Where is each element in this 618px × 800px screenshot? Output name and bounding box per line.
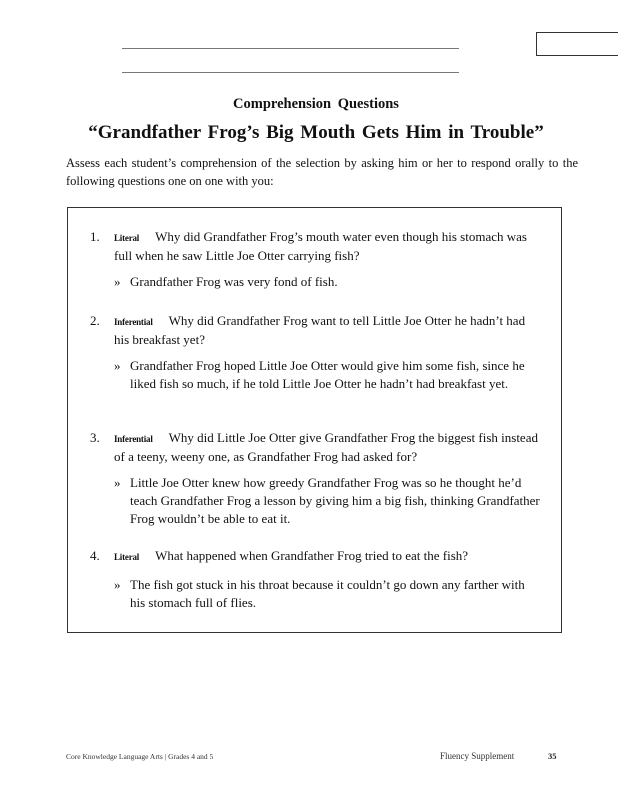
question-text: Why did Grandfather Frog want to tell Little Joe Otter he hadn’t had his breakfast yet? bbox=[114, 313, 526, 347]
date-line bbox=[122, 72, 459, 73]
question-text: What happened when Grandfather Frog tried to eat the fish? bbox=[155, 548, 469, 563]
question-number: 4. bbox=[90, 548, 100, 563]
answer-3 bbox=[114, 474, 542, 528]
question-number: 3. bbox=[90, 430, 100, 445]
question-number: 1. bbox=[90, 229, 100, 244]
question-type-label: Literal bbox=[114, 552, 140, 562]
answer-bullet: » bbox=[114, 475, 121, 490]
page-number: 35 bbox=[548, 751, 557, 761]
answer-bullet: » bbox=[114, 577, 121, 592]
question-text: Why did Little Joe Otter give Grandfather Frog the biggest fish instead of a teeny, weeny one, as Grandfather Frog had asked for? bbox=[114, 430, 538, 464]
answer-text: Little Joe Otter knew how greedy Grandfather Frog was so he thought he’d teach Grandfather Frog a lesson by giving him a big fish, thinking Grandfather Frog wouldn’t be able to eat it. bbox=[130, 475, 540, 526]
question-type-label: Inferential bbox=[114, 317, 153, 327]
answer-text: Grandfather Frog hoped Little Joe Otter would give him some fish, since he liked fish so much, if he told Little Joe Otter he hadn’t had breakfast yet. bbox=[130, 358, 525, 391]
question-text: Why did Grandfather Frog’s mouth water even though his stomach was full when he saw Little Joe Otter carrying fish? bbox=[114, 229, 527, 263]
answer-2 bbox=[114, 357, 542, 393]
answer-1 bbox=[114, 273, 542, 291]
question-3 bbox=[90, 429, 542, 466]
answer-4 bbox=[114, 576, 542, 612]
question-2 bbox=[90, 312, 542, 349]
story-title: “Grandfather Frog’s Big Mouth Gets Him in Trouble” bbox=[88, 122, 544, 143]
questions-box bbox=[67, 207, 562, 633]
corner-box bbox=[536, 32, 618, 56]
instructions-text: Assess each student’s comprehension of the selection by asking him or her to respond orally to the following questions one on one with you: bbox=[66, 156, 578, 188]
question-4 bbox=[90, 547, 542, 566]
answer-text: The fish got stuck in his throat because it couldn’t go down any farther with his stomach full of flies. bbox=[130, 577, 525, 610]
question-type-label: Literal bbox=[114, 233, 140, 243]
footer-section: Fluency Supplement bbox=[440, 751, 515, 761]
answer-text: Grandfather Frog was very fond of fish. bbox=[130, 274, 338, 289]
question-type-label: Inferential bbox=[114, 434, 153, 444]
question-1 bbox=[90, 228, 542, 265]
name-line bbox=[122, 48, 459, 49]
section-heading: Comprehension Questions bbox=[233, 96, 399, 112]
question-number: 2. bbox=[90, 313, 100, 328]
answer-bullet: » bbox=[114, 358, 121, 373]
footer-publisher: Core Knowledge Language Arts | Grades 4 and 5 bbox=[66, 752, 214, 761]
answer-bullet: » bbox=[114, 274, 121, 289]
